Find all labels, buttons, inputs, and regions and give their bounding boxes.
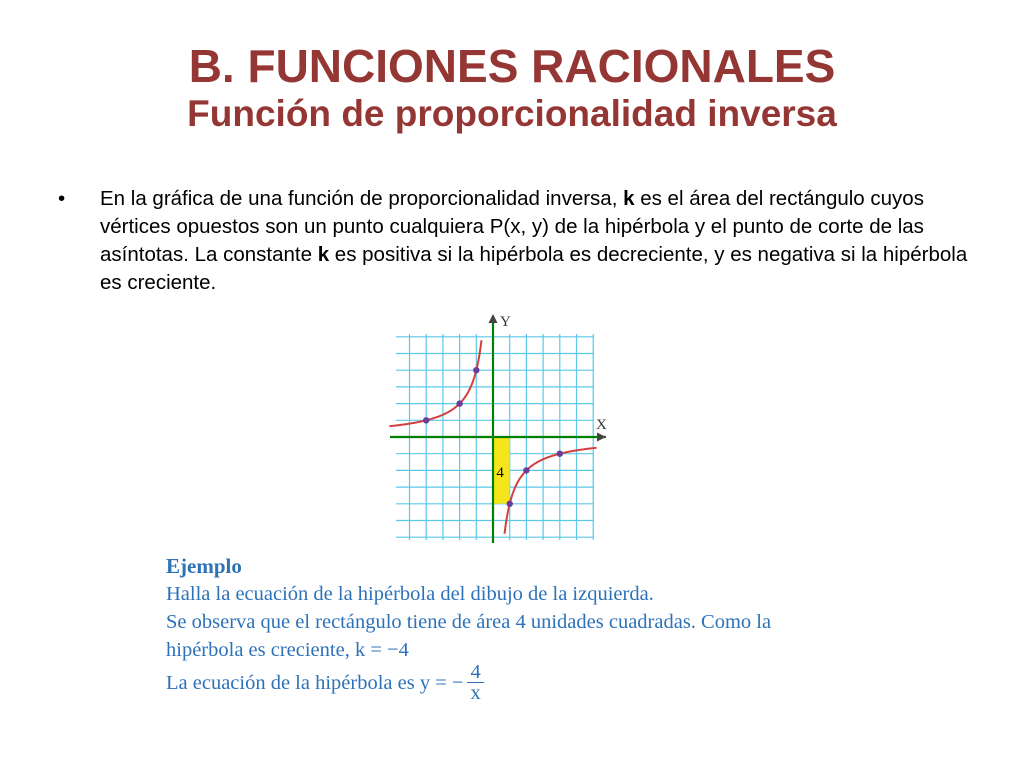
hyperbola-point xyxy=(507,501,513,507)
fraction-numerator: 4 xyxy=(467,662,483,683)
hyperbola-point xyxy=(456,400,462,406)
hyperbola-point xyxy=(473,367,479,373)
hyperbola-graph xyxy=(380,310,620,546)
area-rectangle-label: 4 xyxy=(496,465,504,482)
hyperbola-point xyxy=(423,417,429,423)
equation-fraction xyxy=(467,662,483,703)
slide-title xyxy=(0,42,1024,134)
bullet-text-part: es positiva si la hipérbola es decreciente, y es negativa si la hipérbola es creciente. xyxy=(100,243,968,294)
bullet-paragraph xyxy=(58,185,978,297)
bullet-text-k: k xyxy=(623,187,635,210)
bullet-marker: • xyxy=(58,187,66,210)
example-box xyxy=(166,552,866,705)
example-line: Halla la ecuación de la hipérbola del dibujo de la izquierda. xyxy=(166,583,654,605)
fraction-denominator: x xyxy=(470,682,481,704)
bullet-text-part: es el área del rectángulo cuyos vértices opuestos son un punto cualquiera P(x, y) de la hipérbola y el punto de corte de las asíntotas. La constante xyxy=(100,187,924,266)
y-axis-arrow xyxy=(489,314,498,323)
bullet-text-part: En la gráfica de una función de proporcionalidad inversa, xyxy=(100,187,624,210)
example-heading: Ejemplo xyxy=(166,554,242,578)
bullet-text xyxy=(100,185,978,297)
x-axis-label: X xyxy=(596,417,607,433)
hyperbola-point xyxy=(523,467,529,473)
title-subtitle: Función de proporcionalidad inversa xyxy=(187,92,837,134)
hyperbola-point xyxy=(557,451,563,457)
axes xyxy=(390,314,606,543)
bullet-text-k: k xyxy=(317,243,330,266)
title-main: B. FUNCIONES RACIONALES xyxy=(188,40,836,92)
example-equation xyxy=(166,661,866,705)
example-line: Se observa que el rectángulo tiene de área 4 unidades cuadradas. Como la xyxy=(166,611,772,633)
x-axis-arrow xyxy=(597,433,606,442)
y-axis-label: Y xyxy=(500,314,511,330)
equation-prefix: La ecuación de la hipérbola es y = − xyxy=(166,672,464,695)
example-line: hipérbola es creciente, k = −4 xyxy=(166,639,409,661)
